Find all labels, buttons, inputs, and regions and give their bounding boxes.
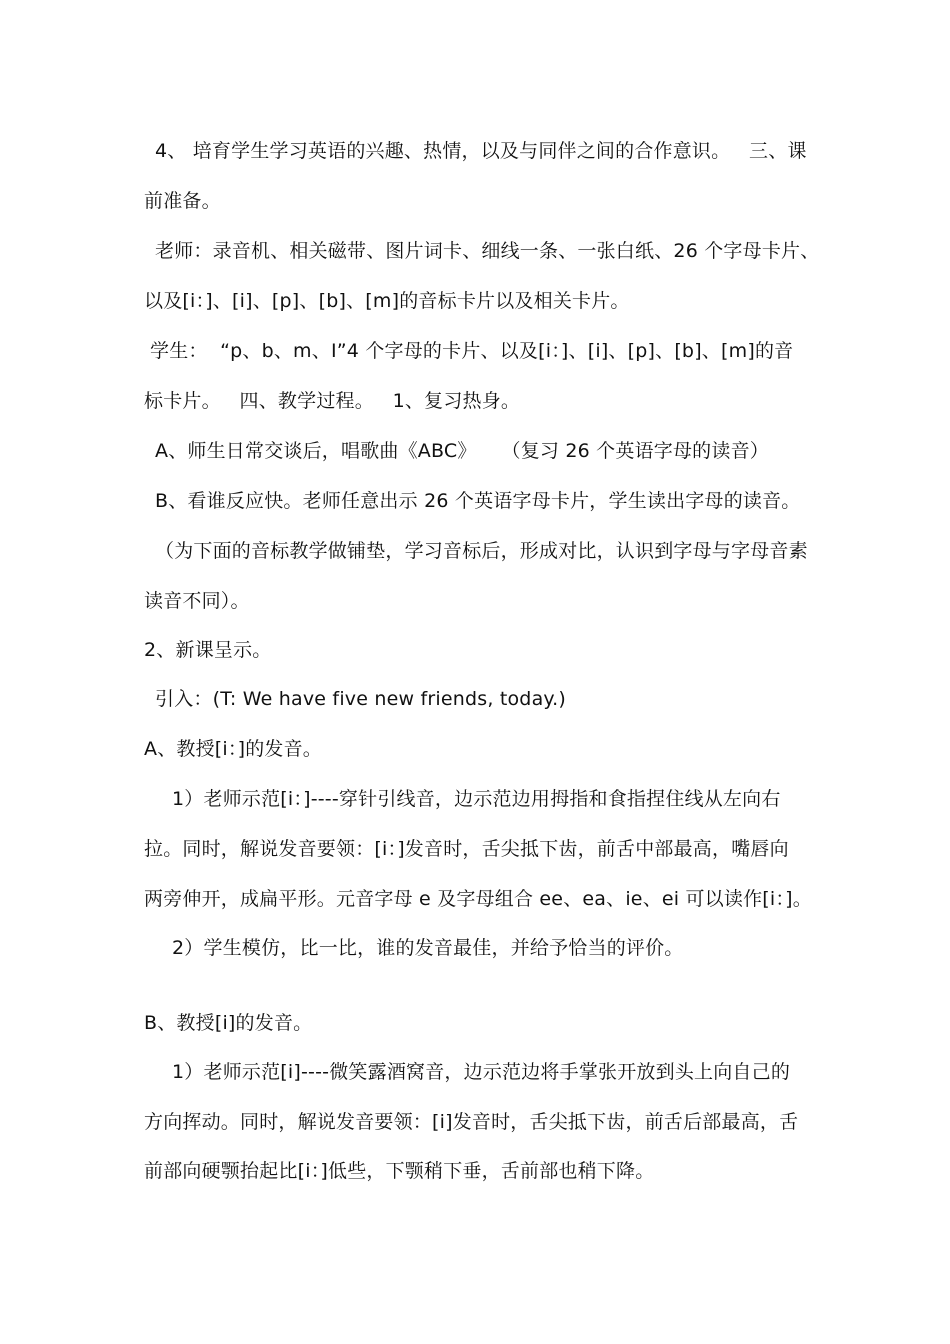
- text-line: 学生： “p、b、m、I”4 个字母的卡片、以及[i：]、[i]、[p]、[b]、[m]的音: [150, 340, 794, 362]
- text-line: B、看谁反应快。老师任意出示 26 个英语字母卡片，学生读出字母的读音。: [155, 490, 801, 512]
- text-line: A、教授[i：]的发音。: [144, 738, 323, 760]
- text-line: 拉。同时，解说发音要领：[i：]发音时，舌尖抵下齿，前舌中部最高，嘴唇向: [144, 838, 789, 860]
- text-line: 老师：录音机、相关磁带、图片词卡、细线一条、一张白纸、26 个字母卡片、: [155, 240, 820, 262]
- text-line: 标卡片。 四、教学过程。 1、复习热身。: [144, 390, 521, 412]
- text-line: 1）老师示范[i：]----穿针引线音，边示范边用拇指和食指捏住线从左向右: [172, 788, 781, 810]
- text-line: A、师生日常交谈后，唱歌曲《ABC》 （复习 26 个英语字母的读音）: [155, 440, 769, 462]
- text-line: B、教授[i]的发音。: [144, 1012, 313, 1034]
- text-line: 4、 培育学生学习英语的兴趣、热情，以及与同伴之间的合作意识。 三、课: [155, 140, 807, 162]
- text-line: （为下面的音标教学做铺垫，学习音标后，形成对比，认识到字母与字母音素: [155, 540, 808, 562]
- text-line: 引入：(T: We have five new friends, today.): [155, 688, 566, 710]
- text-line: 方向挥动。同时，解说发音要领：[i]发音时，舌尖抵下齿，前舌后部最高，舌: [144, 1111, 799, 1133]
- text-line: 2）学生模仿，比一比，谁的发音最佳，并给予恰当的评价。: [172, 937, 684, 959]
- text-line: 两旁伸开，成扁平形。元音字母 e 及字母组合 ee、ea、ie、ei 可以读作[i：]。: [144, 888, 812, 910]
- text-line: 1）老师示范[i]----微笑露酒窝音，边示范边将手掌张开放到头上向自己的: [172, 1061, 791, 1083]
- text-line: 前部向硬颚抬起比[i：]低些，下颚稍下垂，舌前部也稍下降。: [144, 1160, 655, 1182]
- text-line: 2、新课呈示。: [144, 639, 272, 661]
- text-line: 以及[i：]、[i]、[p]、[b]、[m]的音标卡片以及相关卡片。: [144, 290, 630, 312]
- text-line: 前准备。: [144, 190, 221, 212]
- text-line: 读音不同）。: [144, 590, 250, 612]
